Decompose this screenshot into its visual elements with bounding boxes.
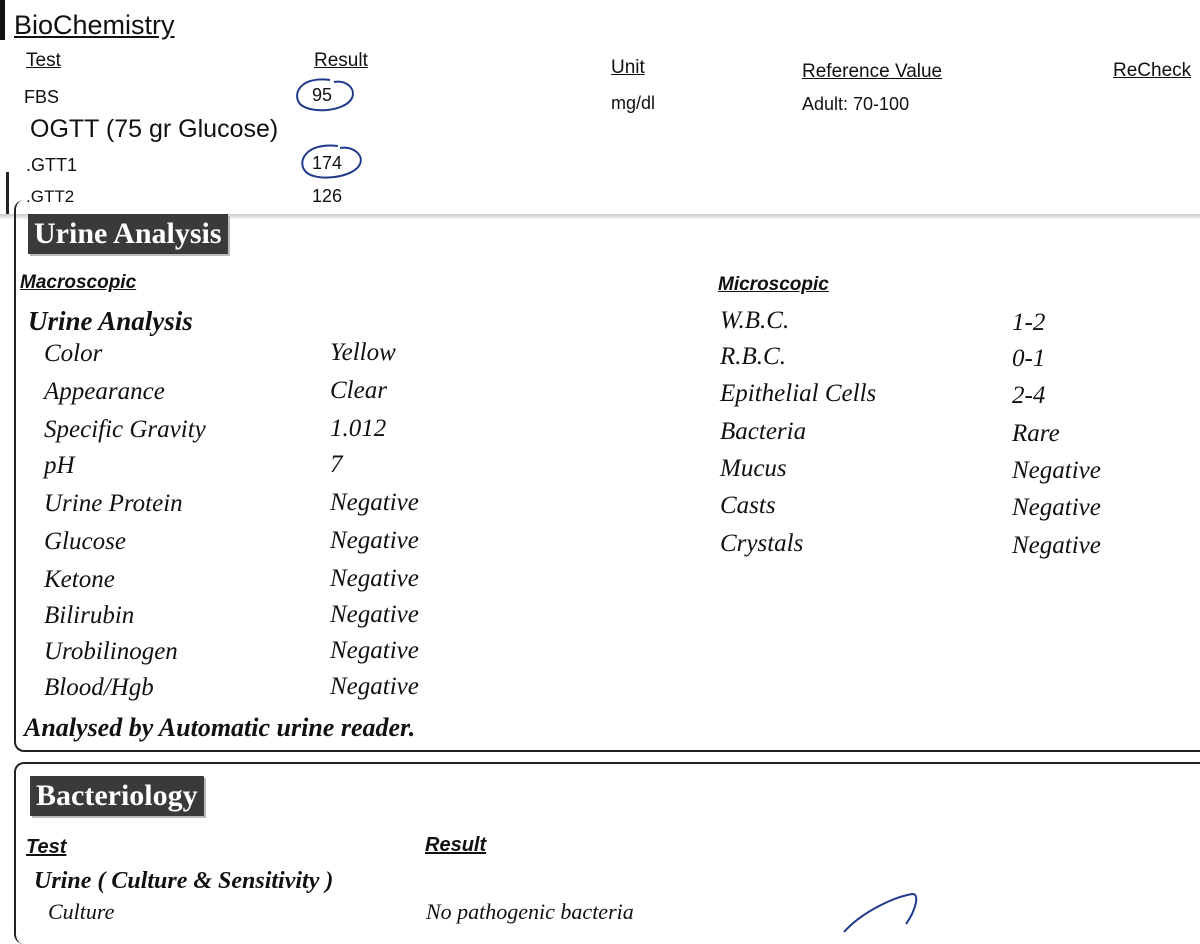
micro-value: Negative <box>1012 494 1101 521</box>
macro-value: Negative <box>330 673 419 700</box>
micro-value: Negative <box>1012 532 1101 559</box>
culture-name: Culture <box>48 899 115 924</box>
header-reference: Reference Value <box>802 61 943 82</box>
macro-name: pH <box>44 452 75 479</box>
macroscopic-label: Macroscopic <box>20 272 137 293</box>
micro-name: W.B.C. <box>720 307 790 334</box>
macro-name: Color <box>44 340 103 367</box>
biochemistry-sheet <box>0 0 1200 218</box>
micro-name: Crystals <box>720 530 804 557</box>
bact-subtitle: Urine ( Culture & Sensitivity ) <box>34 868 334 894</box>
urine-subtitle: Urine Analysis <box>28 306 193 336</box>
macro-name: Urine Protein <box>44 490 183 517</box>
pen-signature <box>840 890 930 934</box>
micro-name: R.B.C. <box>720 343 786 370</box>
pen-circle-fbs <box>290 74 360 116</box>
macro-name: Glucose <box>44 528 126 555</box>
bact-header-test: Test <box>26 836 67 858</box>
edge-mark <box>0 0 5 40</box>
micro-name: Bacteria <box>720 418 807 445</box>
header-test: Test <box>26 50 61 71</box>
macro-value: Yellow <box>330 339 396 366</box>
macro-value: Negative <box>330 527 419 554</box>
urine-footer: Analysed by Automatic urine reader. <box>24 713 416 742</box>
macro-value: Negative <box>330 637 419 664</box>
microscopic-label: Microscopic <box>718 274 829 295</box>
macro-value: Negative <box>330 565 419 592</box>
macro-name: Bilirubin <box>44 602 135 629</box>
fbs-unit: mg/dl <box>611 93 656 113</box>
macro-value: Clear <box>330 377 387 404</box>
micro-name: Casts <box>720 492 776 519</box>
macro-name: Blood/Hgb <box>44 674 154 701</box>
fbs-test: FBS <box>24 87 60 107</box>
edge-mark <box>6 172 9 214</box>
macro-value: 7 <box>330 451 343 478</box>
header-result: Result <box>314 50 368 71</box>
bacteriology-section-title: Bacteriology <box>30 776 204 816</box>
urine-section-title: Urine Analysis <box>28 214 228 254</box>
micro-name: Mucus <box>720 455 787 482</box>
header-unit: Unit <box>611 57 645 78</box>
bact-header-result: Result <box>425 834 487 856</box>
gtt2-test: .GTT2 <box>26 187 75 206</box>
fbs-reference: Adult: 70-100 <box>802 94 910 114</box>
gtt1-result: 174 <box>312 153 343 173</box>
micro-value: Rare <box>1012 420 1060 447</box>
macro-name: Ketone <box>44 566 115 593</box>
micro-value: 2-4 <box>1012 382 1046 409</box>
pen-circle-gtt1 <box>294 140 368 184</box>
micro-value: 1-2 <box>1012 309 1046 336</box>
ogtt-title: OGTT (75 gr Glucose) <box>30 115 279 143</box>
macro-name: Urobilinogen <box>44 638 178 665</box>
culture-value: No pathogenic bacteria <box>426 899 634 924</box>
macro-value: 1.012 <box>330 415 387 442</box>
biochemistry-title: BioChemistry <box>14 10 175 40</box>
fbs-result: 95 <box>312 85 333 105</box>
micro-value: Negative <box>1012 457 1101 484</box>
micro-value: 0-1 <box>1012 345 1046 372</box>
micro-name: Epithelial Cells <box>720 380 877 407</box>
macro-value: Negative <box>330 601 419 628</box>
macro-value: Negative <box>330 489 419 516</box>
header-recheck: ReCheck <box>1113 60 1192 81</box>
gtt1-test: .GTT1 <box>26 155 78 175</box>
macro-name: Specific Gravity <box>44 416 206 443</box>
macro-name: Appearance <box>44 378 165 405</box>
gtt2-result: 126 <box>312 186 343 206</box>
